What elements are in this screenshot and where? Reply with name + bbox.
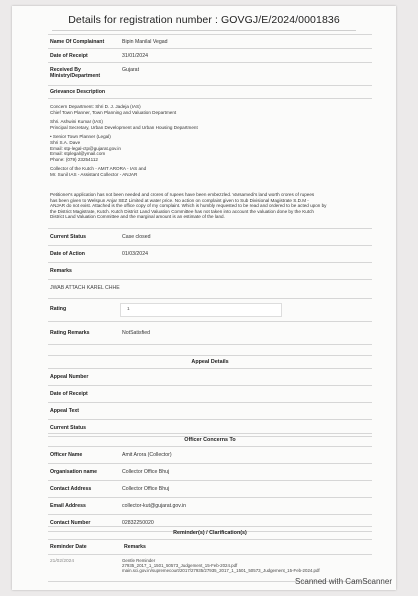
field-row [48,263,372,280]
petition-line: ANJAR do not exist. Attached is the office copy of my complaint. Which is humbly requested to be read and ordered to be acted upon by [50,203,327,209]
field-row [48,63,372,86]
concern-line: Principal Secretary, Urban Development and Urban Housing Department [50,124,198,130]
reminder-header-row [48,540,372,555]
status-value: Case closed [122,234,151,240]
rating-remarks-row [48,322,372,345]
camscanner-watermark: Scanned with CamScanner [295,577,392,586]
reminder-line: 27935_2017_1_1501_50573_Judgement_15-Feb-2024.pdf [122,563,238,569]
rating-remarks-label: Rating Remarks [50,330,90,336]
petition-line: District Land Valuation Committee and the marginal amount is an estimate of the land. [50,214,225,220]
concern-line: Mr. Sunil IAS - Assistant Collector - ANJAR [50,171,138,177]
field-row [48,246,372,263]
rating-label: Rating [50,306,67,312]
concern-line: Email: stp-legal-ctp@gujarat.gov.in [50,145,121,151]
complainant-details [48,34,372,99]
status-details [48,228,372,345]
field-label: Grievance Description [50,89,106,95]
field-label: Appeal Number [50,374,89,380]
reminder-date: 21/02/2024 [50,559,75,564]
field-row [48,481,372,498]
petition-line: has been given to Welspun Anjar SEZ Limited at water price. No action on complaint given to Sub Divisional Magistrate S.D.M - [50,197,309,203]
concern-line: Collector of the Kutch - AMIT ARORA - IAS and [50,166,147,172]
officer-name: Amit Arora (Collector) [122,452,172,458]
field-label: Date of Receipt [50,53,88,59]
field-label: Appeal Text [50,408,80,414]
field-row [48,369,372,386]
reminder-line: main.sci.gov.in/supremecourt/2017/27935/27935_2017_1_1501_50573_Judgement_15-Feb-2024.pdf [122,568,320,574]
concern-line: Shri S.A. Dave [50,139,81,145]
concern-block [50,104,372,178]
reminder-line: Gentle Reminder [122,558,156,563]
reminder-remarks [122,558,320,574]
field-label: Contact Address [50,486,92,492]
field-row [48,86,372,99]
reminder-date-header: Reminder Date [50,544,87,550]
rating-field [120,303,282,317]
rating-remarks-value: NotSatisfied [122,330,150,336]
field-row [48,229,372,246]
field-value: Gujarat [122,67,140,73]
document-page [12,6,396,590]
field-label: Email Address [50,503,86,509]
field-row [48,447,372,464]
rating-value: 1 [127,307,130,312]
field-label: Organisation name [50,469,97,475]
field-row [48,49,372,63]
remarks-row [48,280,372,298]
officer-details [48,433,372,532]
field-value: 31/01/2024 [122,53,148,59]
concern-line: Email: stplegal@ymail.com [50,151,106,157]
email-address: collector-kut@gujarat.gov.in [122,503,186,509]
title-divider [52,30,356,31]
organisation-name: Collector Office Bhuj [122,469,170,475]
concern-line: Chief Town Planner, Town Planning and Valuation Department [50,109,177,115]
reminder-remarks-header: Remarks [124,544,146,550]
concern-line: Phone: (079) 23254112 [50,156,98,162]
petition-line: the District Magistrate, Kutch. Kutch District Land Valuation Committee has not taken into account the valuation done by the Kutch [50,208,314,214]
contact-number: 02832250020 [122,520,154,526]
contact-address: Collector Office Bhuj [122,486,170,492]
field-label: Date of Receipt [50,391,88,397]
field-value: 01/03/2024 [122,251,148,257]
concern-line: Shri. Ashwini Kumar (IAS) [50,119,103,125]
petition-paragraph [50,192,372,220]
field-label: Contact Number [50,520,91,526]
field-row [48,386,372,403]
field-value: Bipin Manilal Vegad [122,39,168,45]
field-label: Current Status [50,425,87,431]
appeal-details [48,355,372,437]
field-label: Date of Action [50,251,85,257]
field-row [48,464,372,481]
reminder-section [48,526,372,582]
remarks-text: JWAB ATTACH KAREL CHHE [50,285,120,291]
field-label: Received By Ministry/Department [50,67,101,79]
field-label: Officer Name [50,452,83,458]
field-row [48,498,372,515]
petition-line: Petitioner's application has not been needed and crores of rupees have been embezzled. Varsamedi's land worth crores of rupees [50,192,315,197]
reminder-heading: Reminder(s) / Clarification(s) [48,527,372,540]
field-row [48,403,372,420]
rating-row [48,298,372,322]
appeal-heading: Appeal Details [48,356,372,369]
concern-line: • Senior Town Planner (Legal) [50,134,111,140]
officer-heading: Officer Concerns To [48,434,372,447]
field-row [48,35,372,49]
field-label: Name Of Complainant [50,39,105,45]
field-label: Current Status [50,234,87,240]
page-title: Details for registration number : GOVGJ/E/2024/0001836 [68,14,340,26]
concern-line: Concern Department: Shri D. J. Jadeja (IAS) [50,104,141,109]
field-label: Remarks [50,268,72,274]
